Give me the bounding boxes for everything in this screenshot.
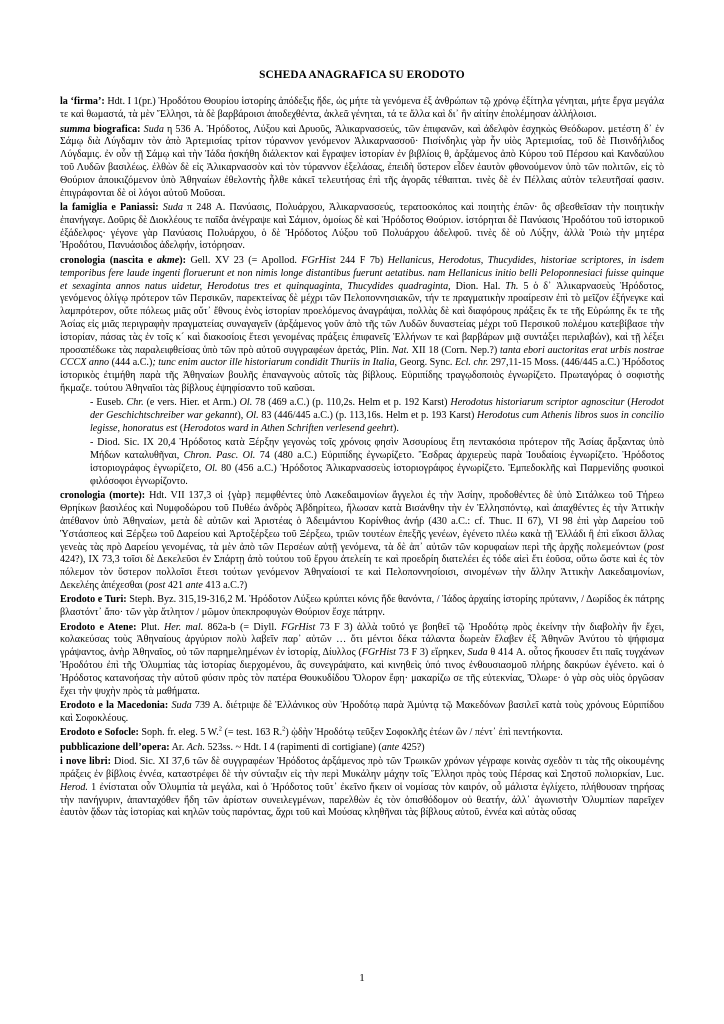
section-cronologia-morte	[60, 490, 664, 593]
latin-quote: ; tunc enim auctor ille historiarum condidit Thuriis in Italia	[152, 357, 395, 369]
text-run: (= test. 163 R.	[222, 727, 283, 739]
section-label: biografica:	[90, 123, 141, 135]
text-run-italic: FGrHist	[281, 621, 316, 633]
text-run: 297,11-15 Moss. (446/445 a.C.) Ἡρόδοτος ἱστορικὸς ἐτιμήθη παρὰ τῆς Ἀθηναίων βουλῆς ἐπαναγνοὺς αὐτοῖς τὰς βίβλους. Εὐριπίδης τραγῳδοποιὸς ἐγνωρίζετο. Πρωταγόρας ὁ σοφιστὴς ἤκμαζε. τούτου Ἀθηναῖοι τὰς βίβλους ἐψηφίσαντο τοῦ καῦσαι.	[60, 357, 665, 394]
german-quote: Herodotos ward in Athen Schriften verlesend geehrt	[183, 423, 393, 435]
text-run: (e vers. Hier. et Arm.)	[143, 397, 240, 409]
section-text: η 536 A. Ἡρόδοτος, Λύξου καὶ Δρυοῦς, Ἁλικαρνασσεύς, τῶν ἐπιφανῶν, καὶ ἀδελφὸν ἐσχηκὼς Θεόδωρον. μετέστη δ᾽ ἐν Σάμῳ διὰ Λύγδαμιν τὸν ἀπὸ Ἀρτεμισίας τρίτον τύραννον γενόμενον Ἁλικαρνασσοῦ· Πισίνδηλις γὰρ ἦν υἱὸς Ἀρτεμισίας, τοῦ δὲ Πισινδήλιδος Λύγδαμις. ἐν οὖν τῇ Σάμῳ καὶ τὴν Ἰάδα ἠσκήθη διάλεκτον καὶ ἔγραψεν ἱστορίαν ἐν βιβλίοις θ, ἀρξάμενος ἀπὸ Κύρου τοῦ Πέρσου καὶ Κανδαύλου τοῦ Λυδῶν βασιλέως. ἐλθὼν δὲ εἰς Ἁλικαρνασσὸν καὶ τὸν τύραννον ἐξελάσας, ἐπειδὴ ὕστερον εἶδεν ἑαυτὸν φθονούμενον ὑπὸ τῶν πολιτῶν, εἰς τὸ Θούριον ἀποικιζόμενον ὑπὸ Ἀθηναίων ἐθελοντὴς ἦλθε κἀκεῖ τελευτήσας ἐπὶ τῆς ἀγορᾶς τέθαπται. τινὲς δὲ ἐν Πέλλαις αὐτὸν τελευτῆσαί φασιν. ἐπιγράφονται δὲ οἱ λόγοι αὐτοῦ Μοῦσαι.	[60, 123, 664, 199]
text-run-italic: ante	[381, 741, 400, 753]
text-run-italic: post	[647, 541, 664, 553]
document-title: SCHEDA ANAGRAFICA SU ERODOTO	[259, 69, 465, 81]
text-run: 5 ὁ δ᾽ Ἁλικαρνασεὺς Ἡρόδοτος, γενόμενος ὀλίγῳ πρότερον τῶν Περσικῶν, παρεκτείνας δὲ μέχρι τῶν Πελοποννησιακῶν, τήν τε πραγματικὴν προαίρεσιν ἐπὶ τὸ μεῖζον ἐξήνεγκε καὶ λαμπρότερον, οὔτε πόλεως μιᾶς οὔτ᾽ ἔθνους ἑνὸς ἱστορίαν προελόμενος ἀναγράψαι, πολλὰς δὲ καὶ διαφόρους πράξεις ἔκ τε τῆς Εὐρώπης ἔκ τε τῆς Ἀσίας εἰς μιᾶς περιγραφὴν πραγματείας συναγαγεῖν (ἀρξάμενος γοῦν ἀπὸ τῆς τῶν Λυδῶν δυναστείας μέχρι τοῦ Περσικοῦ πολέμου κατεβίβασε τὴν ἱστορίαν, πάσας τὰς ἐν τοῖς κ´ καὶ διακοσίοις ἔτεσι γενομένας πράξεις ἐπιφανεῖς Ἑλλήνων τε καὶ βαρβάρων μιᾷ συντάξει περιλαβών), καὶ τῇ λέξει προσαπέδωκε τὰς παραλειφθείσας ὑπὸ τῶν πρὸ αὐτοῦ συγγραφέων ἀρετάς, Plin.	[60, 280, 665, 356]
section-sofocle	[60, 727, 664, 740]
section-text: Hdt. I 1(pr.) Ἡροδότου Θουρίου ἱστορίης ἀπόδεξις ἥδε, ὡς μήτε τὰ γενόμενα ἐξ ἀνθρώπων τῷ χρόνῳ ἐξίτηλα γένηται, μήτε ἔργα μεγάλα τε καὶ θωμαστά, τὰ μὲν Ἕλλησι, τὰ δὲ βαρβάροισι ἀποδεχθέντα, ἀκλεᾶ γένηται, τά τε ἄλλα καὶ δι᾽ ἣν αἰτίην ἐπολέμησαν ἀλλήλοισι.	[60, 96, 665, 121]
text-run: Plut.	[136, 621, 165, 633]
text-run-italic: Ol.	[204, 463, 218, 475]
text-run-italic: Her. mal.	[164, 621, 204, 633]
superscript: 2	[218, 725, 223, 733]
section-label-end: ):	[179, 254, 186, 266]
text-run-italic: Ol.	[239, 397, 253, 409]
text-run-italic: Suda	[467, 647, 488, 659]
text-run-italic: Ol.	[242, 450, 256, 462]
section-pubblicazione	[60, 742, 664, 755]
text-run: ).	[392, 423, 399, 435]
section-biografica	[60, 124, 664, 201]
text-run: 83 (446/445 a.C.) (p. 113,16s. Helm et p. 193 Karst)	[258, 410, 478, 422]
source-ref: Suda	[162, 202, 183, 214]
section-text: Steph. Byz. 315,19-316,2 M. Ἡρόδοτον Λύξεω κρύπτει κόνις ἥδε θανόντα, / Ἰάδος ἀρχαίης ἱστορίης πρύτανιν, / Δωρίδος ἐκ πάτρης βλαστόντ᾽ ἄπο· τῶν γὰρ ἄτλητον / μῶμον ὑπεκπροφυγὼν Θούριον ἔσχε πάτρην.	[60, 594, 664, 619]
text-run-italic: Nat.	[391, 344, 409, 356]
section-label: cronologia (morte):	[60, 490, 146, 502]
text-run: 739 A. διέτριψε δὲ Ἑλλάνικος σὺν Ἡροδότῳ παρὰ Ἀμύντᾳ τῷ Μακεδόνων βασιλεῖ κατὰ τοὺς χρόνους Εὐριπίδου καὶ Σοφοκλέους.	[60, 700, 664, 724]
section-label-italic: akme	[156, 254, 180, 266]
text-run: (444 a.C.)	[109, 357, 153, 369]
section-text: π 248 A. Πανύασις, Πολυάρχου, Ἁλικαρνασσεύς, τερατοσκόπος καὶ ποιητὴς ἐπῶν· ὃς σβεσθεῖσαν τὴν ποιητικὴν ἐπανήγαγε. Δοῦρις δὲ Διοκλέους τε παῖδα ἀνέγραψε καὶ Σάμιον, ὁμοίως δὲ καὶ Ἡρόδοτος Θούριον. ἱστόρηται δὲ Πανύασις Ἡροδότου τοῦ ἱστορικοῦ ἐξάδελφος· γέγονε γὰρ Πανύασις Πολυάρχου, ὁ δὲ Ἡρόδοτος Λύξου τοῦ Πολυάρχου ἀδελφοῦ. τινὲς δὲ οὐ Λύξην, ἀλλὰ Ῥοιὼ τὴν μητέρα Ἡροδότου, Πανυάσιδος ἀδελφήν, ἱστόρησαν.	[60, 202, 664, 252]
text-run-italic: ante	[185, 579, 203, 591]
text-run: Hdt. VII 137,3 οἱ {γὰρ} πεμφθέντες ὑπὸ Λακεδαιμονίων ἄγγελοι ἐς τὴν Ἀσίην, προδοθέντες δὲ ὑπὸ Σιτάλκεω τοῦ Τήρεω Θρηίκων βασιλέος καὶ Νυμφοδώρου τοῦ Πυθέω ἀνδρὸς Ἀβδηρίτεω, ἥλωσαν κατὰ Βισάνθην τὴν ἐν Ἑλλησπόντῳ, καὶ ἀπαχθέντες ἐς τὴν Ἀττικὴν ἀπέθανον ὑπὸ Ἀθηναίων, μετὰ δὲ αὐτῶν καὶ Ἀριστέας ὁ Ἀδειμάντου Κορίνθιος ἀνήρ (430 a.C.: cf. Thuc. II 67), VI 98 ἐπὶ γὰρ Δαρείου τοῦ Ὑστάσπεος καὶ Ξέρξεω τοῦ Δαρείου καὶ Ἀρτοξέρξεω τοῦ Ξέρξεω, τριῶν τουτέων ἐπεξῆς γενέων, ἐγένετο πλέω κακὰ τῇ Ἑλλάδι ἢ ἐπὶ εἴκοσι ἄλλας γενεὰς τὰς πρὸ Δαρείου γενομένας, τὰ μὲν ἀπὸ τῶν Περσέων αὐτῇ γενόμενα, τὰ δὲ ἀπ᾽ αὐτῶν τῶν κορυφαίων περὶ τῆς ἀρχῆς πολεμεόντων (	[60, 490, 664, 553]
section-cronologia-nascita	[60, 255, 664, 396]
text-run: (	[177, 423, 184, 435]
text-run-italic: Th.	[505, 280, 519, 292]
text-run: 413 a.C.?)	[202, 579, 248, 591]
section-label: cronologia (nascita e	[60, 254, 157, 266]
text-run: 421	[165, 579, 186, 591]
text-run: 73 F 3) ἀλλὰ τοῦτό γε βοηθεῖ τῷ Ἡροδότῳ πρὸς ἐκείνην τὴν διαβολὴν ἣν ἔχει, κολακεύσας τοὺς Ἀθηναίους ἀργύριον πολὺ λαβεῖν παρ᾽ αὐτῶν … ὅτι μέντοι δέκα τάλαντα δωρεὰν ἔλαβεν ἐξ Ἀθηνῶν Ἀνύτου τὸ ψήφισμα γράψαντος, ἀνὴρ Ἀθηναῖος, οὐ τῶν παρημελημένων ἐν ἱστορίᾳ, Δίυλλος (	[60, 621, 664, 659]
text-run: Ar.	[169, 741, 187, 753]
text-run-italic: Ol.	[245, 410, 259, 422]
text-run: 73 F 3) εἴρηκεν,	[395, 647, 468, 659]
text-run-italic: post	[148, 579, 166, 591]
text-run: Gell. XV 23 (= Apollod.	[185, 254, 302, 266]
text-run: - Diod. Sic. IX 20,4 Ἡρόδοτος κατὰ Ξέρξην γεγονὼς τοῖς χρόνοις φησὶν Ἀσσυρίους ἔτη πεντακόσια πρότερον τῆς Ἀσίας ἄρξαντας ὑπὸ Μήδων καταλυθῆναι,	[90, 437, 664, 462]
text-run: XII 18 (Corn. Nep.?)	[408, 344, 500, 356]
text-run: 425?)	[399, 741, 425, 753]
superscript: 2	[282, 725, 286, 733]
text-run-italic: Chr.	[126, 397, 144, 409]
latin-quote: tanta ebori auctoritas erat urbis nostrae CCCX anno	[60, 344, 664, 369]
section-nove-libri	[60, 756, 664, 820]
section-label: Erodoto e Turi:	[60, 594, 127, 606]
text-run: 424?), IX 73,3 τοῖσι δὲ Δεκελεῦσι ἐν Σπάρτῃ ἀπὸ τούτου τοῦ ἔργου ἀτελείη τε καὶ προεδρίη διατελέει ἐς τόδε αἰεὶ ἔτι ἐοῦσα, οὕτω ὥστε καὶ ἐς τὸν πόλεμον τὸν ὕστερον πολλοῖσι ἔτεσι τούτων γενόμενον Ἀθηναίοισί τε καὶ Πελοποννησίοισι, σινομένων τὴν ἄλλην Ἀττικὴν Λακεδαιμονίων, Δεκελέης ἀπέχεσθαι (	[60, 554, 664, 591]
text-run: - Euseb.	[90, 397, 127, 409]
text-run: ),	[237, 410, 246, 422]
text-run: , Georg. Sync.	[394, 357, 455, 369]
section-eusebio	[60, 397, 664, 435]
text-run-italic: Ecl. chr.	[454, 357, 489, 369]
section-turi	[60, 594, 664, 620]
section-label-italic: summa	[60, 123, 91, 135]
text-run: θ 414 A. οὗτος ἤκουσεν ἔτι παῖς τυγχάνων Ἡροδότου ἐπὶ τῆς Ὀλυμπίας τὰς ἱστορίας διερχομένου, ἃς συνεγράψατο, καὶ κινηθεὶς ὑπό τινος ἐνθουσιασμοῦ πλήρης δακρύων ἐγένετο. καὶ ὁ Ἡρόδοτος κατανοήσας τὴν αὐτοῦ φύσιν πρὸς τὸν πατέρα Θουκυδίδου Ὄλορον ἔφη· μακαρίζω σε τῆς εὐτεκνίας, Ὄλωρε· ὁ γὰρ σὸς υἱὸς ὀργῶσαν ἔχει τὴν ψυχὴν πρὸς τὰ μαθήματα.	[60, 647, 664, 697]
section-label: pubblicazione dell’opera:	[60, 741, 170, 753]
text-run: 1 ἐνίσταται οὖν Ὀλυμπία τὰ μεγάλα, καὶ ὁ Ἡρόδοτος τοῦτ᾽ ἐκεῖνο ἥκειν οἱ νομίσας τὸν καιρόν, οὗ μάλιστα ἐγλίχετο, πλήθουσαν τηρήσας τὴν πανήγυριν, ἁπανταχόθεν ἤδη τῶν ἀρίστων συνειλεγμένων, παρελθὼν ἐς τὸν ὀπισθόδομον οὐ θεατήν, ἀλλ᾽ ἀγωνιστὴν Ὀλυμπίων παρεῖχεν ἑαυτὸν ᾄδων τὰς ἱστορίας καὶ κηλῶν τοὺς παρόντας, ἄχρι τοῦ καὶ Μούσας κληθῆναι τὰς βίβλους αὐτοῦ, ἐννέα καὶ αὐτὰς οὔσας	[60, 781, 664, 819]
section-label: la famiglia e Paniassi:	[60, 202, 159, 214]
text-run: 244 F 7b)	[335, 254, 388, 266]
section-macedonia	[60, 700, 664, 726]
text-run: 78 (469 a.C.) (p. 110,2s. Helm et p. 192 Karst)	[252, 397, 451, 409]
page-number: 1	[359, 972, 365, 984]
text-run-italic: Ach.	[186, 741, 205, 753]
section-firma	[60, 96, 664, 122]
latin-quote: Hellanicus, Herodotus, Thucydides, historiae scriptores, in isdem temporibus fere laude ingenti floruerunt et non nimis longe distantibus fuerunt aetatibus. nam Hellanicus initio belli Peloponnesiaci fuisse quinque et sexaginta annos natus uidetur, Herodotus tres et quinquaginta, Thucydides quadraginta	[60, 254, 664, 292]
german-quote: Herodot der Geschichtschreiber war gekannt	[90, 397, 664, 422]
section-label: i nove libri:	[60, 756, 111, 768]
latin-quote: Herodotus cum Athenis libros suos in concilio legisse, honoratus est	[90, 410, 664, 435]
text-run: ) ᾠδὴν Ἡροδότῳ τεῦξεν Σοφοκλῆς ἐτέων ὢν / πέντ᾽ ἐπὶ πεντήκοντα.	[285, 727, 563, 739]
text-run: , Dion. Hal.	[448, 280, 506, 292]
section-atene	[60, 622, 664, 699]
text-run: (	[624, 397, 631, 409]
text-run-italic: FGrHist	[301, 254, 336, 266]
section-label: Erodoto e Atene:	[60, 621, 137, 633]
text-run-italic: FGrHist	[361, 647, 396, 659]
section-label: Erodoto e Sofocle:	[60, 727, 139, 739]
text-run: 862a-b (= Diyll.	[203, 621, 282, 633]
text-run: 74 (480 a.C.) Εὐριπίδης ἐγνωρίζετο. Ἔσδρας ἀρχιερεὺς παρὰ Ἰουδαίοις ἐγνωρίζετο. Ἡρόδοτος ἱστοριογράφος ἐγνωρίζετο,	[90, 450, 664, 475]
section-diodoro	[60, 437, 664, 488]
text-run: 523ss. ~ Hdt. I 4 (rapimenti di cortigiane) (	[204, 741, 382, 753]
text-run-italic: Herod.	[60, 781, 88, 793]
text-run: 80 (456 a.C.) Ἡρόδοτος Ἁλικαρνασσεὺς ἱστοριογράφος ἐγνωρίζετο. Ἐμπεδοκλῆς καὶ Παρμενίδης φυσικοὶ φιλόσοφοι ἐγνωρίζοντο.	[90, 463, 664, 487]
section-label: Erodoto e la Macedonia:	[60, 700, 169, 712]
section-label: la ‘firma’:	[60, 96, 105, 108]
text-run-italic: Chron. Pasc.	[183, 450, 239, 462]
source-ref: Suda	[143, 123, 164, 135]
section-famiglia	[60, 202, 664, 253]
latin-quote: Herodotus historiarum scriptor agnoscitur	[450, 397, 625, 409]
text-run: Diod. Sic. XI 37,6 τῶν δὲ συγγραφέων Ἡρόδοτος ἀρξάμενος πρὸ τῶν Τρωικῶν χρόνων γέγραφε κοινὰς σχεδὸν τι τὰς τῆς οἰκουμένης πράξεις ἐν βίβλοις ἐννέα, καταστρέφει δὲ τὴν σύνταξιν εἰς τὴν περὶ Μυκάλην μάχην τοῖς Ἕλλησι πρὸς τοὺς Πέρσας καὶ Σηστοῦ πολιορκίαν, Luc.	[60, 756, 664, 780]
text-run: Soph. fr. eleg. 5 W.	[138, 727, 219, 739]
source-ref: Suda	[171, 700, 192, 712]
